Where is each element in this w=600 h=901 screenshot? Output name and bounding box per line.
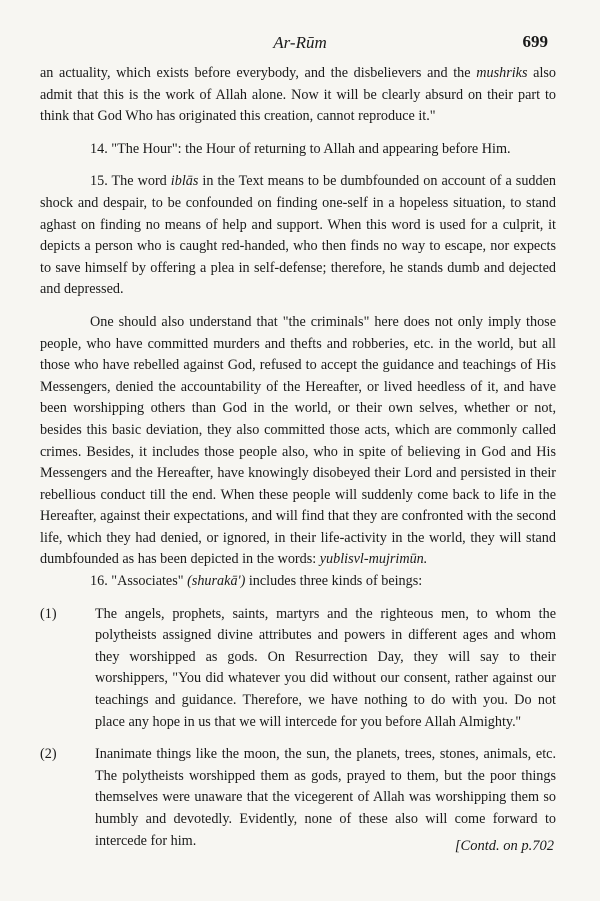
text-run: 15. The word xyxy=(90,173,171,190)
page-number: 699 xyxy=(522,32,548,51)
running-header-title: Ar-Rūm xyxy=(273,33,327,52)
body-text xyxy=(40,63,556,852)
italic-term: yublisvl-mujrimūn. xyxy=(319,551,428,568)
list-item-number: (2) xyxy=(40,746,57,763)
list-item-text: The angels, prophets, saints, martyrs and the righteous men, to whom the polytheists assigned divine attributes and powers in different ages and whom they worshipped as gods. On Resurrection Day, they will say to their worshippers, "You did whatever you did without our consent, rather against our teachings and guidance. Therefore, we have nothing to do with you. Do not place any hope in us that we will intercede for you before Allah Almighty.'' xyxy=(95,605,556,730)
continued-note: [Contd. on p.702 xyxy=(454,838,554,854)
paragraph-continuation xyxy=(40,63,556,128)
list-item xyxy=(40,604,556,734)
italic-term: iblās xyxy=(170,173,199,190)
text-run: also admit that this is the work of Allah alone. Now it will be clearly absurd on their part to think that God Who has originated this creation, cannot reproduce it." xyxy=(40,65,556,125)
note-14: 14. "The Hour": the Hour of returning to Allah and appearing before Him. xyxy=(90,140,511,157)
italic-term: (shurakā') xyxy=(187,573,246,590)
list-item-text: Inanimate things like the moon, the sun, the planets, trees, stones, animals, etc. The polytheists worshipped them as gods, prayed to them, but the poor things themselves were unaware that the vicegerent of Allah was worshipping them so humbly and devotedly. Evidently, none of these also will come forward to intercede for him. xyxy=(95,746,556,849)
text-run: One should also understand that "the criminals" here does not only imply those people, who have committed murders and thefts and robberies, etc. in the world, but all those who have rebelled against God, refused to accept the guidance and teachings of His Messengers, denied the accountability of the Hereafter, or lived heedless of it, and have been worshipping others than God in the world, or their own selves, whether or not, besides this basic deviation, they also committed those acts, which are commonly called crimes. Besides, it includes those people also, who in spite of believing in God and His Messengers and the Hereafter, have knowingly disobeyed their Lord and persisted in their rebellious conduct till the end. When these people will suddenly come back to life in the Hereafter, against their expectations, and will find that they are confronted with the second life, which they had denied, or ignored, in their life-activity in the world, they will stand dumbfounded as has been depicted in the words: xyxy=(40,313,556,568)
note-15 xyxy=(40,171,556,301)
text-run: includes three kinds of beings: xyxy=(245,573,423,590)
text-run: in the Text means to be dumbfounded on account of a sudden shock and despair, to be confounded on finding one-self in a hopeless situation, to stand aghast on finding no means of help and support. When this word is used for a culprit, it depicts a person who is caught red-handed, who then finds no way to escape, nor expects to save himself by offering a plea in self-defense; therefore, he stands dumb and dejected and depressed. xyxy=(40,173,556,298)
text-run: an actuality, which exists before everybody, and the disbelievers and the xyxy=(40,65,477,81)
list-item xyxy=(40,744,556,852)
list-item-number: (1) xyxy=(40,605,57,622)
note-15-continued xyxy=(40,312,556,571)
text-run: 16. "Associates" xyxy=(90,573,188,590)
note-16 xyxy=(40,571,556,593)
italic-term: mushriks xyxy=(476,65,528,81)
